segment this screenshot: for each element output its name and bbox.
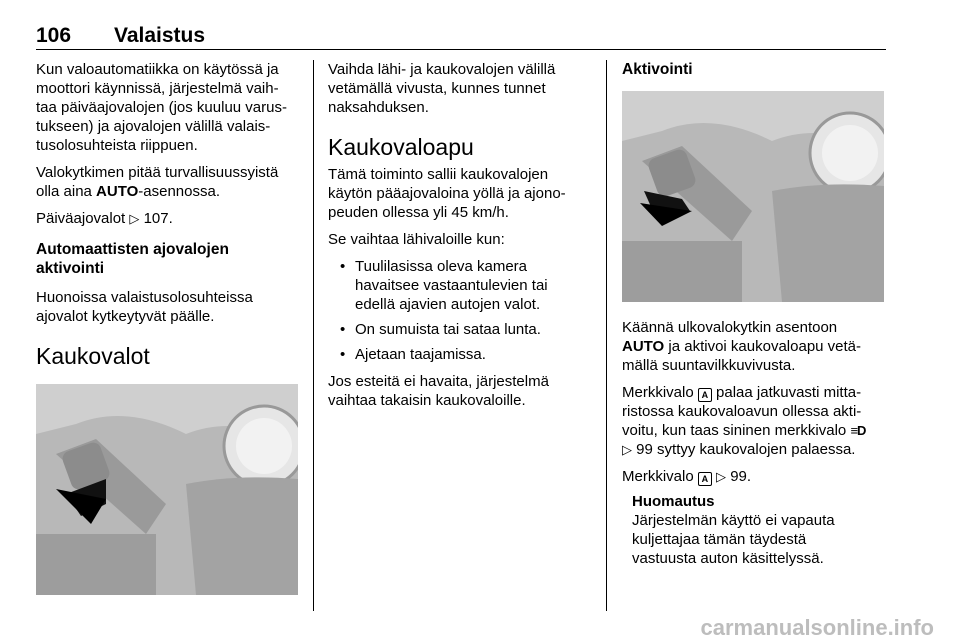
- auto-high-beam-lamp-icon: A: [698, 388, 712, 402]
- paragraph: Merkkivalo A ▷ 99.: [622, 468, 752, 485]
- auto-label: AUTO: [622, 338, 665, 355]
- page-reference-link[interactable]: 107.: [143, 210, 173, 227]
- paragraph: Käännä ulkovalokytkin asentoon AUTO ja aktivoi kaukovaloapu vetä- mällä suuntavilkkuvivusta.: [622, 319, 862, 374]
- auto-high-beam-lamp-icon: A: [698, 472, 712, 486]
- page-reference-link[interactable]: 99 syttyy kaukovalojen palaessa.: [636, 441, 856, 458]
- page-ref-arrow-icon: ▷: [129, 211, 140, 226]
- list-item: • Ajetaan taajamissa.: [328, 345, 594, 364]
- paragraph: Merkkivalo A palaa jatkuvasti mitta- ristossa kaukovaloavun ollessa akti- voitu, kun taas sininen merkkivalo ≡D ▷ 99 syttyy kaukovalojen palaessa.: [622, 384, 866, 458]
- page-ref-arrow-icon: ▷: [716, 469, 727, 484]
- auto-label: AUTO: [96, 183, 139, 200]
- watermark: carmanualsonline.info: [700, 615, 934, 640]
- paragraph: Kun valoautomatiikka on käytössä ja moottori käynnissä, järjestelmä vaih- taa päiväajovalojen (jos kuuluu varus- tukseen) ja ajovalojen välillä valais- tusolosuhteista riippuen.: [36, 61, 287, 154]
- paragraph: Valokytkimen pitää turvallisuussyistä olla aina AUTO-asennossa.: [36, 164, 279, 200]
- page-number: 106: [36, 24, 72, 47]
- paragraph: Päiväajovalot ▷ 107.: [36, 210, 173, 227]
- note-title: Huomautus: [632, 493, 715, 510]
- paragraph: Huonoissa valaistusolosuhteissa ajovalot kytkeytyvät päälle.: [36, 289, 253, 325]
- lever-illustration: [36, 384, 298, 595]
- list-item: • Tuulilasissa oleva kamera havaitsee vastaantulevien tai edellä ajavien autojen valot.: [328, 257, 594, 314]
- column-divider: [606, 60, 607, 611]
- column-3: [622, 60, 886, 568]
- column-2: [328, 60, 594, 418]
- section-heading: Kaukovalot: [36, 343, 150, 369]
- bullet-list: [328, 257, 594, 364]
- page-ref-arrow-icon: ▷: [622, 442, 632, 457]
- paragraph: Tämä toiminto sallii kaukovalojen käytön pääajovaloina yöllä ja ajono- peuden ollessa yli 45 km/h.: [328, 166, 566, 221]
- lever-illustration: [622, 91, 884, 302]
- paragraph: Jos esteitä ei havaita, järjestelmä vaihtaa takaisin kaukovaloille.: [328, 373, 549, 409]
- section-title: Valaistus: [114, 24, 206, 47]
- column-divider: [313, 60, 314, 611]
- subheading: Automaattisten ajovalojen aktivointi: [36, 241, 229, 277]
- header-rule: [36, 49, 886, 50]
- page-header: [36, 24, 886, 51]
- list-item: • On sumuista tai sataa lunta.: [328, 320, 594, 339]
- column-1: [36, 60, 304, 603]
- note-box: Huomautus Järjestelmän käyttö ei vapauta kuljettajaa tämän täydestä vastuusta auton käsittelyssä.: [622, 492, 886, 568]
- paragraph: Se vaihtaa lähivaloille kun:: [328, 231, 505, 248]
- page-reference-link[interactable]: 99.: [730, 468, 752, 485]
- paragraph: Vaihda lähi- ja kaukovalojen välillä vetämällä vivusta, kunnes tunnet naksahduksen.: [328, 61, 556, 116]
- section-heading: Kaukovaloapu: [328, 134, 474, 160]
- high-beam-lamp-icon: ≡D: [850, 423, 866, 438]
- subheading: Aktivointi: [622, 61, 693, 78]
